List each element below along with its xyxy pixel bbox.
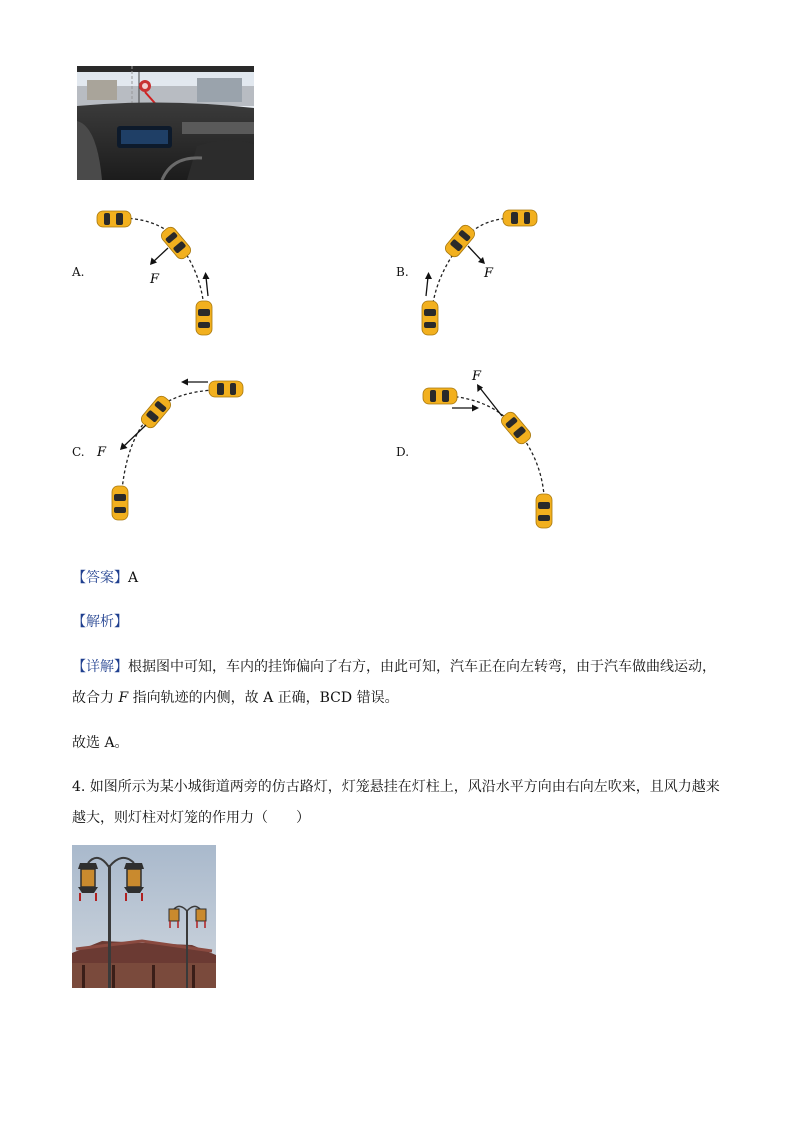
force-arrow [153, 248, 168, 262]
detail-force-var: F [118, 690, 129, 706]
analysis-tag-left: 【 [72, 614, 86, 630]
detail-tag: 详解 [86, 659, 114, 675]
option-b-label: B. [396, 265, 409, 279]
trajectory-path [450, 396, 544, 495]
car-icon [97, 211, 131, 227]
force-label: F [97, 445, 107, 460]
detail-line-1 [72, 656, 716, 676]
question-4-line-2: 越大，则灯柱对灯笼的作用力（ ） [72, 810, 310, 826]
analysis-tag-right: 】 [114, 614, 128, 630]
car-icon [499, 410, 533, 446]
car-icon [196, 301, 212, 335]
velocity-arrow [426, 277, 428, 296]
street-lamp-photo [72, 845, 216, 988]
option-b-diagram [410, 200, 550, 340]
detail-tag-left: 【 [72, 659, 86, 675]
detail-text-1: 根据图中可知，车内的挂饰偏向了右方，由此可知，汽车正在向左转弯，由于汽车做曲线运动， [128, 659, 716, 675]
answer-tag-right: 】 [114, 570, 128, 586]
car-icon [536, 494, 552, 528]
conclusion-line: 故选 A。 [72, 735, 129, 751]
force-arrow [468, 246, 482, 261]
analysis-heading [72, 611, 128, 631]
car-icon [159, 225, 193, 261]
option-a-label: A. [72, 265, 85, 279]
car-icon [503, 210, 537, 226]
option-c-label: C. [72, 445, 85, 459]
detail-line-2 [72, 687, 399, 707]
detail-text-2-post: 指向轨迹的内侧，故 A 正确，BCD 错误。 [128, 690, 399, 706]
option-a-diagram [90, 200, 230, 340]
force-arrow [124, 425, 146, 446]
car-icon [423, 388, 457, 404]
force-label: F [484, 266, 494, 281]
answer-tag: 答案 [86, 570, 114, 586]
detail-text-2-pre: 故合力 [72, 690, 119, 706]
analysis-tag: 解析 [86, 614, 114, 630]
option-d-label: D. [396, 445, 410, 459]
option-d-diagram [410, 360, 580, 540]
force-label: F [150, 272, 160, 287]
option-c-diagram [90, 370, 260, 530]
force-arrow [480, 388, 502, 416]
answer-line [72, 567, 138, 587]
car-icon [443, 223, 477, 259]
car-icon [422, 301, 438, 335]
velocity-arrow [206, 277, 208, 296]
car-icon [112, 486, 128, 520]
answer-value: A [128, 570, 139, 586]
car-icon [209, 381, 243, 397]
car-interior-photo [77, 66, 254, 180]
car-icon [139, 394, 173, 430]
answer-tag-left: 【 [72, 570, 86, 586]
question-4-line-1: 4. 如图所示为某小城街道两旁的仿古路灯，灯笼悬挂在灯柱上，风沿水平方向由右向左吹来，且风力越来 [72, 779, 720, 795]
force-label: F [472, 369, 482, 384]
detail-tag-right: 】 [114, 659, 128, 675]
